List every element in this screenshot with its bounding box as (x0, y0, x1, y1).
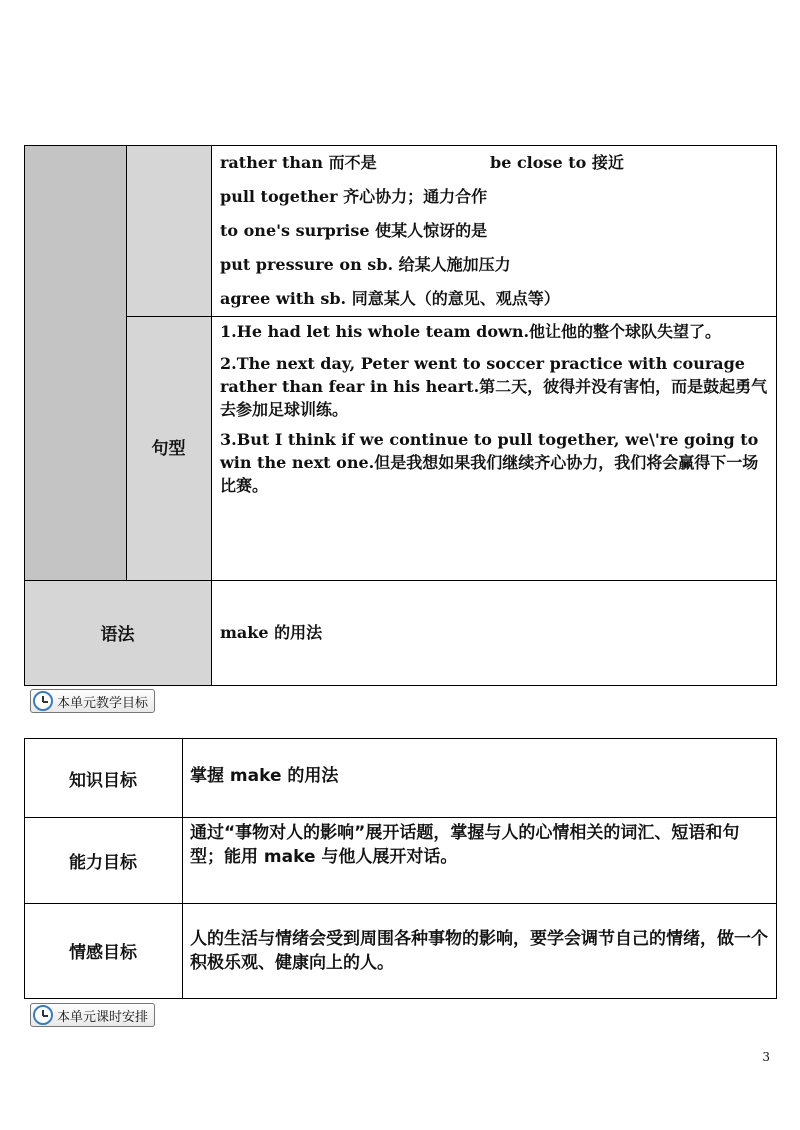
vocab-item: agree with sb. 同意某人（的意见、观点等） (220, 289, 560, 308)
badge-label: 本单元教学目标 (57, 695, 149, 711)
table2-border (24, 998, 777, 999)
objective-text-knowledge: 掌握 make 的用法 (190, 766, 339, 786)
table2-border (776, 738, 777, 999)
table1-border (211, 145, 212, 686)
clock-icon (33, 1005, 53, 1025)
table1-border (126, 316, 211, 317)
table1-border (776, 145, 777, 686)
table2-border (24, 738, 777, 739)
sentence-item: 1.He had let his whole team down.他让他的整个球队失望了。 (220, 322, 722, 341)
table1-sub-column (126, 145, 211, 580)
objective-text-ability: 通过“事物对人的影响”展开话题，掌握与人的心情相关的词汇、短语和句型；能用 make 与他人展开对话。 (190, 823, 740, 867)
section-badge-lesson-schedule (30, 1003, 155, 1027)
objective-text-emotion: 人的生活与情绪会受到周围各种事物的影响，要学会调节自己的情绪，做一个积极乐观、健康向上的人。 (190, 929, 768, 973)
clock-icon (33, 691, 53, 711)
table2-border (24, 903, 777, 904)
table1-border (24, 145, 25, 686)
objective-label-ability: 能力目标 (69, 853, 137, 873)
table1-border (126, 145, 127, 580)
grammar-text: make 的用法 (220, 623, 323, 642)
vocab-item (220, 150, 624, 173)
page-number: 3 (762, 1050, 770, 1064)
table1-border (24, 685, 777, 686)
vocab-item: put pressure on sb. 给某人施加压力 (220, 255, 511, 274)
table2-border (24, 817, 777, 818)
vocab-phrase: be close to 接近 (490, 153, 624, 172)
table1-border (211, 316, 777, 317)
objective-label-emotion: 情感目标 (69, 943, 137, 963)
table1-border (24, 145, 777, 146)
section-badge-teaching-objectives (30, 689, 155, 713)
vocab-item: to one's surprise 使某人惊讶的是 (220, 221, 488, 240)
vocab-item: pull together 齐心协力；通力合作 (220, 187, 488, 206)
badge-label: 本单元课时安排 (57, 1009, 149, 1025)
sentence-item: 3.But I think if we continue to pull together, we\'re going to win the next one.但是我想如果我们继续齐心协力，我们将会赢得下一场比赛。 (220, 430, 759, 495)
objective-label-knowledge: 知识目标 (69, 771, 137, 791)
table1-border (24, 580, 777, 581)
table2-border (182, 738, 183, 999)
vocab-phrase: rather than 而不是 (220, 153, 377, 172)
grammar-label: 语法 (100, 625, 135, 645)
table1-left-column (24, 145, 126, 580)
sentence-item: 2.The next day, Peter went to soccer practice with courage rather than fear in his heart.第二天，彼得并没有害怕，而是鼓起勇气去参加足球训练。 (220, 354, 768, 419)
sentence-pattern-label: 句型 (151, 439, 186, 459)
